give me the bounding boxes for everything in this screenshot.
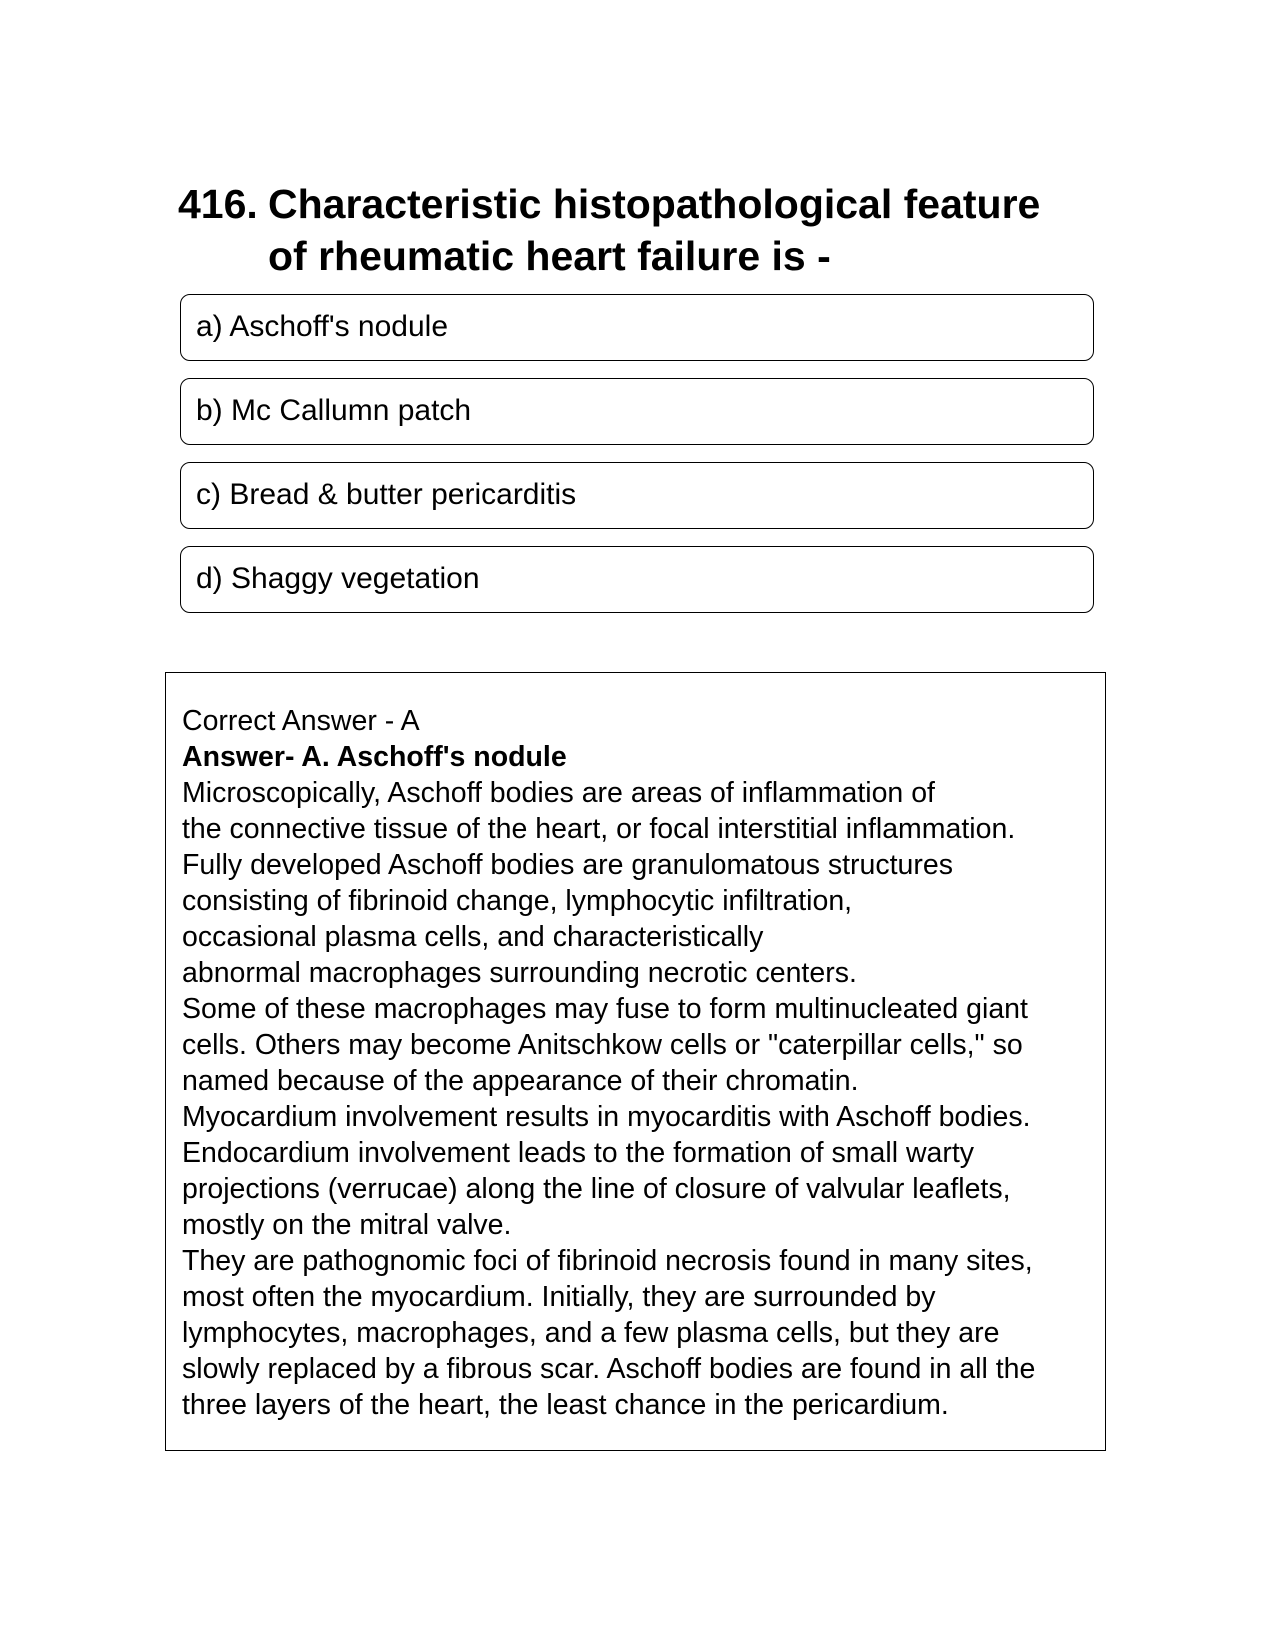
explanation-line: mostly on the mitral valve.: [182, 1209, 512, 1241]
correct-answer: Correct Answer - A: [182, 705, 420, 737]
explanation-line: projections (verrucae) along the line of closure of valvular leaflets,: [182, 1173, 1011, 1205]
option-a[interactable]: a) Aschoff's nodule: [180, 294, 1094, 361]
question-text-line: of rheumatic heart failure is -: [268, 233, 831, 279]
explanation-line: occasional plasma cells, and characteristically: [182, 921, 764, 953]
explanation-line: Some of these macrophages may fuse to form multinucleated giant: [182, 993, 1028, 1025]
answer-title: Answer- A. Aschoff's nodule: [182, 741, 567, 773]
question-text-line: Characteristic histopathological feature: [268, 181, 1041, 227]
explanation-line: three layers of the heart, the least chance in the pericardium.: [182, 1389, 949, 1421]
explanation-line: Myocardium involvement results in myocarditis with Aschoff bodies.: [182, 1101, 1031, 1133]
question-heading: [178, 178, 1078, 282]
explanation-line: named because of the appearance of their chromatin.: [182, 1065, 859, 1097]
explanation-line: the connective tissue of the heart, or focal interstitial inflammation.: [182, 813, 1016, 845]
option-b[interactable]: b) Mc Callumn patch: [180, 378, 1094, 445]
explanation-line: most often the myocardium. Initially, they are surrounded by: [182, 1281, 936, 1313]
explanation-line: consisting of fibrinoid change, lymphocytic infiltration,: [182, 885, 853, 917]
explanation-line: slowly replaced by a fibrous scar. Aschoff bodies are found in all the: [182, 1353, 1036, 1385]
explanation-line: Endocardium involvement leads to the formation of small warty: [182, 1137, 975, 1169]
option-d[interactable]: d) Shaggy vegetation: [180, 546, 1094, 613]
explanation-line: cells. Others may become Anitschkow cells or "caterpillar cells," so: [182, 1029, 1023, 1061]
options-list: [180, 294, 1094, 630]
answer-explanation-box: [165, 672, 1106, 1451]
explanation-line: abnormal macrophages surrounding necrotic centers.: [182, 957, 857, 989]
explanation-line: lymphocytes, macrophages, and a few plasma cells, but they are: [182, 1317, 1000, 1349]
explanation-line: They are pathognomic foci of fibrinoid necrosis found in many sites,: [182, 1245, 1033, 1277]
question-text: [268, 178, 1078, 282]
question-number: 416.: [178, 181, 258, 227]
option-c[interactable]: c) Bread & butter pericarditis: [180, 462, 1094, 529]
explanation-line: Microscopically, Aschoff bodies are areas of inflammation of: [182, 777, 935, 809]
explanation-line: Fully developed Aschoff bodies are granulomatous structures: [182, 849, 954, 881]
